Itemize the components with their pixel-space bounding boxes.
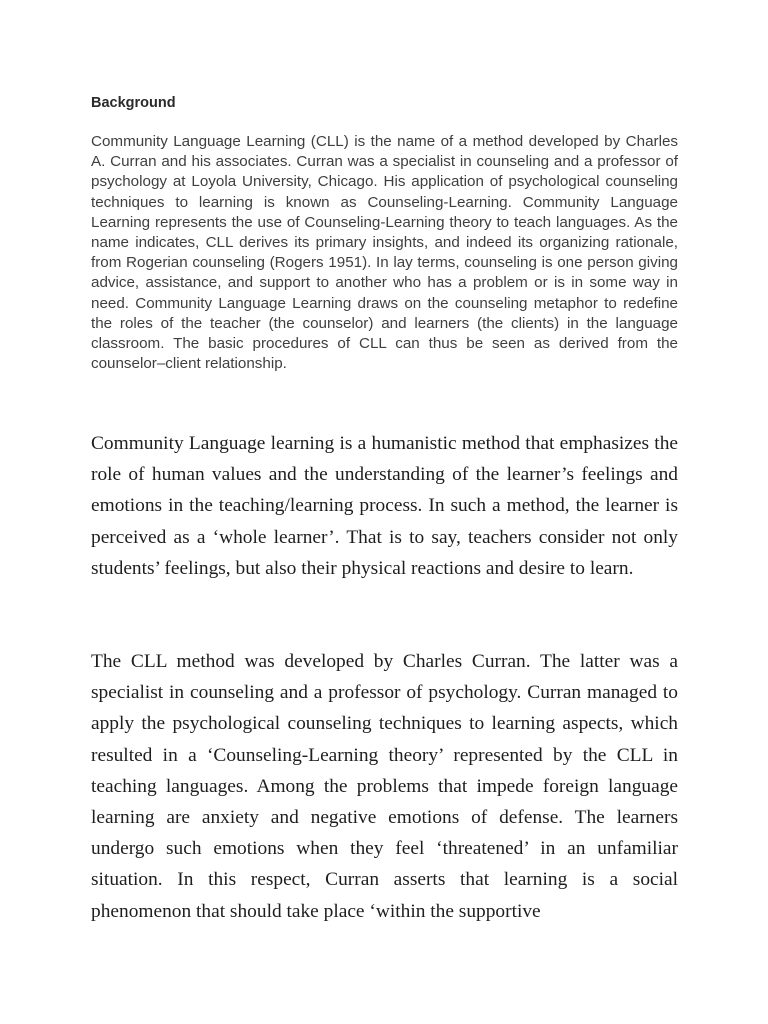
section-heading: Background (91, 95, 176, 111)
body-paragraph-1: Community Language learning is a humanistic method that emphasizes the role of human values and the understanding of the learner’s feelings and emotions in the teaching/learning process. In such a method, the learner is perceived as a ‘whole learner’. That is to say, teachers consider not only students’ feelings, but also their physical reactions and desire to learn. (91, 433, 678, 579)
body-paragraph-2: The CLL method was developed by Charles Curran. The latter was a specialist in counseling and a professor of psychology. Curran managed to apply the psychological counseling techniques to learning aspects, which resulted in a ‘Counseling-Learning theory’ represented by the CLL in teaching languages. Among the problems that impede foreign language learning are anxiety and negative emotions of defense. The learners undergo such emotions when they feel ‘threatened’ in an unfamiliar situation. In this respect, Curran asserts that learning is a social phenomenon that should take place ‘within the supportive (91, 651, 678, 922)
intro-paragraph: Community Language Learning (CLL) is the name of a method developed by Charles A. Curran and his associates. Curran was a specialist in counseling and a professor of psychology at Loyola University, Chicago. His application of psychological counseling techniques to learning is known as Counseling-Learning. Community Language Learning represents the use of Counseling-Learning theory to teach languages. As the name indicates, CLL derives its primary insights, and indeed its organizing rationale, from Rogerian counseling (Rogers 1951). In lay terms, counseling is one person giving advice, assistance, and support to another who has a problem or is in some way in need. Community Language Learning draws on the counseling metaphor to redefine the roles of the teacher (the counselor) and learners (the clients) in the language classroom. The basic procedures of CLL can thus be seen as derived from the counselor–client relationship. (91, 133, 678, 373)
